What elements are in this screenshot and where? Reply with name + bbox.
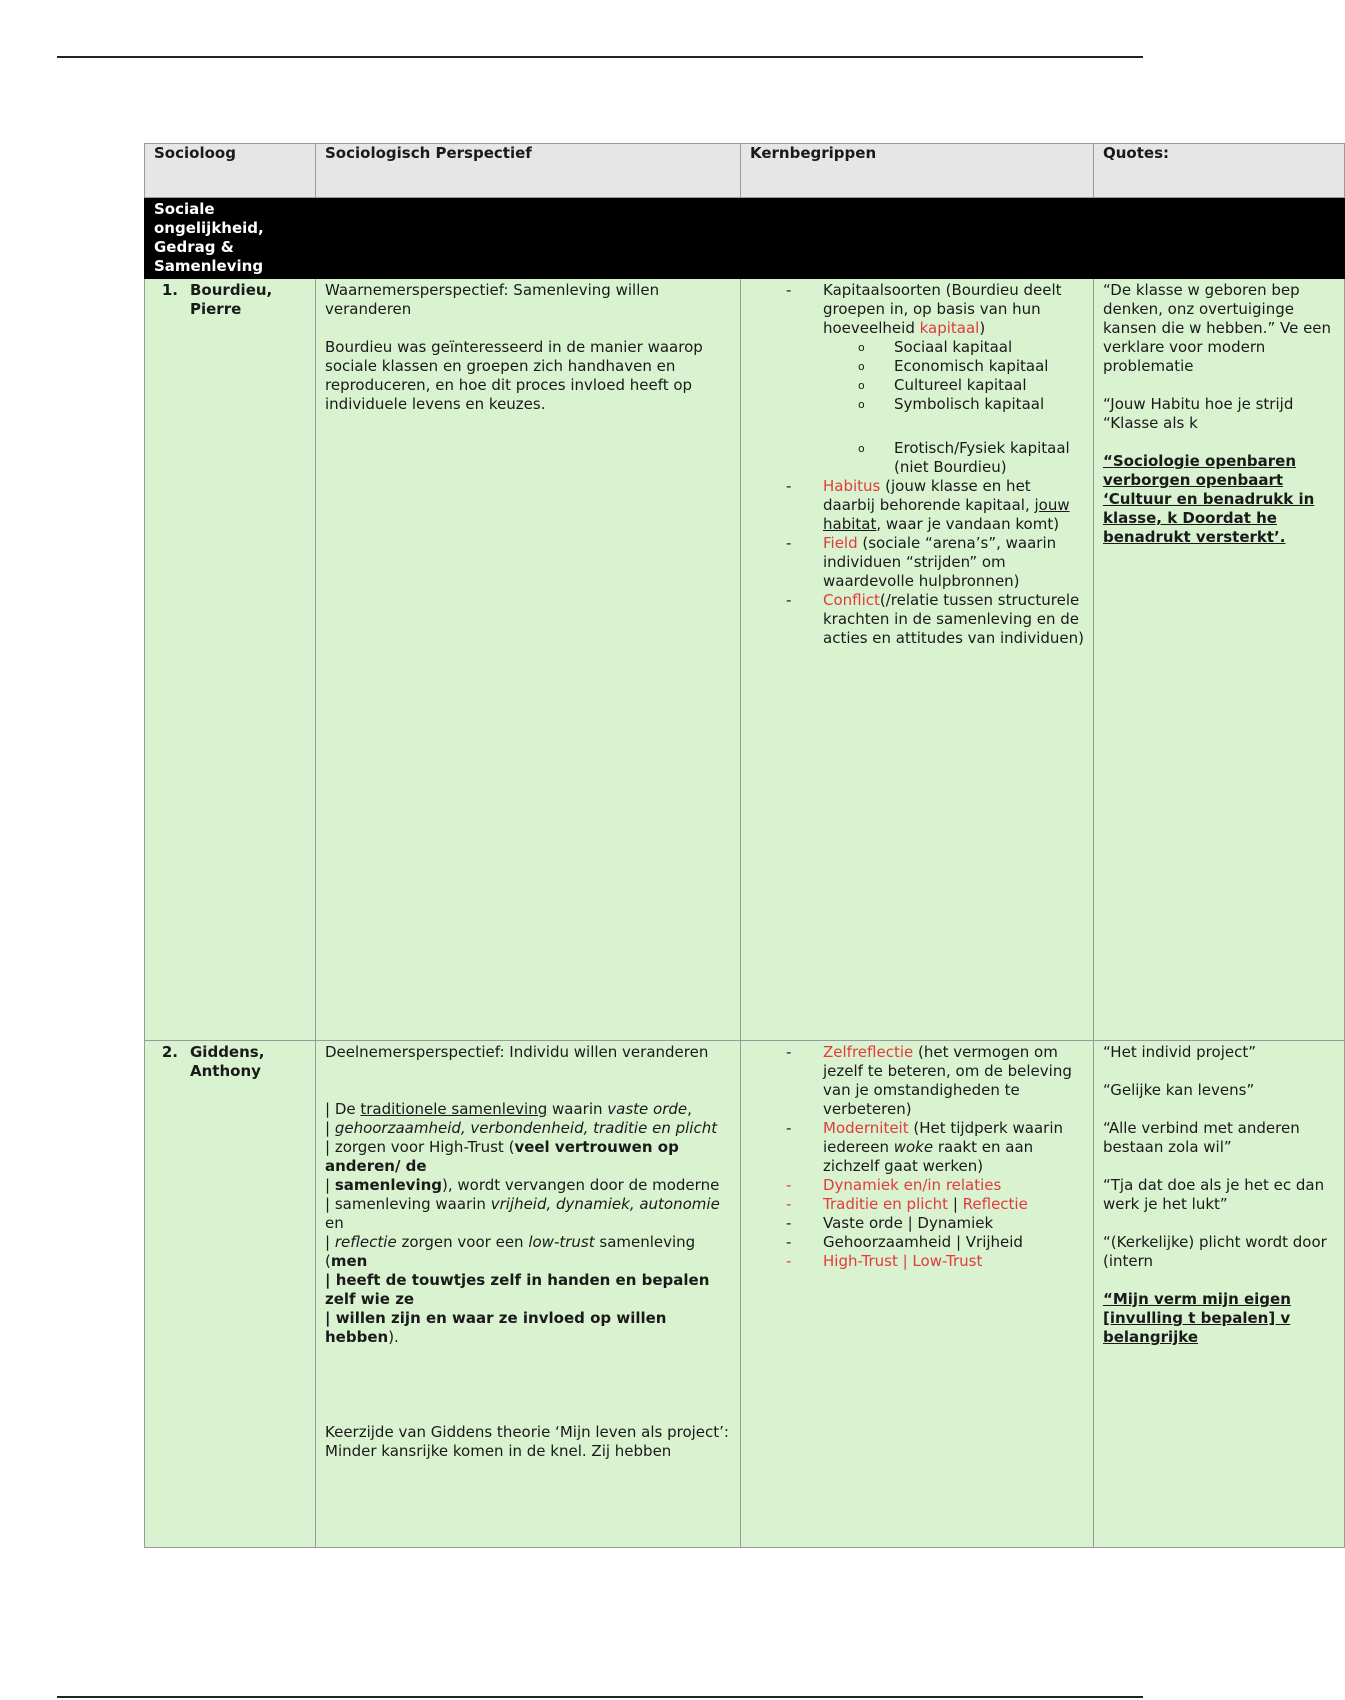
sociologist-name bbox=[154, 281, 306, 319]
perspective-line: | zorgen voor High-Trust (veel vertrouwen op anderen/ de bbox=[325, 1138, 679, 1175]
list-item: - Traditie en plicht | Reflectie bbox=[786, 1195, 1084, 1214]
quote: “De klasse w geboren bep denken, onz overtuiginge kansen die w hebben.” Ve een verklare voor modern problematie bbox=[1103, 281, 1332, 375]
page-top-rule bbox=[57, 56, 1143, 58]
concept-list bbox=[750, 1043, 1084, 1271]
perspective-paragraph: Waarnemersperspectief: Samenleving willen veranderen bbox=[325, 281, 660, 318]
header-perspectief: Sociologisch Perspectief bbox=[316, 144, 741, 198]
list-item: - Habitus (jouw klasse en het daarbij behorende kapitaal, jouw habitat, waar je vandaan komt) bbox=[786, 477, 1084, 534]
quote: “Sociologie openbaren verborgen openbaart ‘Cultuur en benadrukk in klasse, k Doordat he benadrukt versterkt’. bbox=[1103, 452, 1315, 546]
table-header-row bbox=[145, 144, 1345, 198]
quote: “Het individ project” bbox=[1103, 1043, 1256, 1061]
list-item: - Moderniteit (Het tijdperk waarin iedereen woke raakt en aan zichzelf gaat werken) bbox=[786, 1119, 1084, 1176]
list-item: - Field (sociale “arena’s”, waarin individuen “strijden” om waardevolle hulpbronnen) bbox=[786, 534, 1084, 591]
header-kernbegrippen: Kernbegrippen bbox=[741, 144, 1094, 198]
perspective-line: | De traditionele samenleving waarin vaste orde, bbox=[325, 1100, 692, 1118]
quotes-cell bbox=[1094, 1041, 1345, 1548]
concepts-cell bbox=[741, 1041, 1094, 1548]
perspective-line: | reflectie zorgen voor een low-trust samenleving (men bbox=[325, 1233, 696, 1270]
perspective-line: | willen zijn en waar ze invloed op willen hebben). bbox=[325, 1309, 667, 1346]
list-item: o Erotisch/Fysiek kapitaal (niet Bourdieu) bbox=[858, 439, 1084, 477]
sociologist-cell bbox=[145, 279, 316, 1041]
list-item: - Conflict(/relatie tussen structurele krachten in de samenleving en de acties en attitudes van individuen) bbox=[786, 591, 1084, 648]
perspective-paragraph: Deelnemersperspectief: Individu willen veranderen bbox=[325, 1043, 709, 1061]
list-item: o Economisch kapitaal bbox=[858, 357, 1084, 376]
quote: “Alle verbind met anderen bestaan zola wil” bbox=[1103, 1119, 1300, 1156]
list-item: o Symbolisch kapitaal bbox=[858, 395, 1084, 414]
list-item: - Vaste orde | Dynamiek bbox=[786, 1214, 1084, 1233]
list-item: - Gehoorzaamheid | Vrijheid bbox=[786, 1233, 1084, 1252]
sociologist-label: Bourdieu, Pierre bbox=[190, 281, 273, 318]
list-item: o Cultureel kapitaal bbox=[858, 376, 1084, 395]
perspective-paragraph: Minder kansrijke komen in de knel. Zij hebben bbox=[325, 1442, 672, 1460]
header-socioloog: Socioloog bbox=[145, 144, 316, 198]
perspective-line: | gehoorzaamheid, verbondenheid, traditie en plicht bbox=[325, 1119, 718, 1137]
page-bottom-rule bbox=[57, 1696, 1143, 1698]
section-cell bbox=[1094, 198, 1345, 279]
sociologists-table bbox=[144, 143, 1345, 1548]
document-table-viewport bbox=[144, 143, 1332, 1543]
quote: “(Kerkelijke) plicht wordt door (intern bbox=[1103, 1233, 1327, 1270]
perspective-cell bbox=[316, 1041, 741, 1548]
list-item: - Kapitaalsoorten (Bourdieu deelt groepen in, op basis van hun hoeveelheid kapitaal) o Sociaal kapitaal o Economisch kapitaal o Cultureel kapitaal o Symbolisch kapitaal o Erotisch/Fysiek kapitaal (niet Bourdieu) bbox=[786, 281, 1084, 477]
sociologist-name bbox=[154, 1043, 306, 1081]
list-item: o Sociaal kapitaal bbox=[858, 338, 1084, 357]
quote: “Gelijke kan levens” bbox=[1103, 1081, 1255, 1099]
concept-list bbox=[750, 281, 1084, 648]
capital-sublist bbox=[823, 338, 1084, 477]
perspective-line: | heeft de touwtjes zelf in handen en bepalen zelf wie ze bbox=[325, 1271, 710, 1308]
section-cell bbox=[316, 198, 741, 279]
table-row bbox=[145, 279, 1345, 1041]
row-number: 2. bbox=[161, 1043, 178, 1061]
header-quotes: Quotes: bbox=[1094, 144, 1345, 198]
perspective-line: | samenleving waarin vrijheid, dynamiek, autonomie en bbox=[325, 1195, 720, 1232]
perspective-paragraph: Keerzijde van Giddens theorie ‘Mijn leven als project’: bbox=[325, 1423, 729, 1441]
section-title: Sociale ongelijkheid, Gedrag & Samenleving bbox=[145, 198, 316, 279]
quote: “Mijn verm mijn eigen [invulling t bepalen] v belangrijke bbox=[1103, 1290, 1291, 1346]
section-cell bbox=[741, 198, 1094, 279]
list-item: - High-Trust | Low-Trust bbox=[786, 1252, 1084, 1271]
section-row bbox=[145, 198, 1345, 279]
quote: “Jouw Habitu hoe je strijd “Klasse als k bbox=[1103, 395, 1294, 432]
row-number: 1. bbox=[161, 281, 178, 299]
perspective-line: | samenleving), wordt vervangen door de moderne bbox=[325, 1176, 720, 1194]
perspective-cell bbox=[316, 279, 741, 1041]
concepts-cell bbox=[741, 279, 1094, 1041]
quotes-cell bbox=[1094, 279, 1345, 1041]
sociologist-label: Giddens, Anthony bbox=[190, 1043, 265, 1080]
list-item: - Dynamiek en/in relaties bbox=[786, 1176, 1084, 1195]
quote: “Tja dat doe als je het ec dan werk je het lukt” bbox=[1103, 1176, 1325, 1213]
table-row bbox=[145, 1041, 1345, 1548]
sociologist-cell bbox=[145, 1041, 316, 1548]
perspective-paragraph: Bourdieu was geïnteresseerd in de manier waarop sociale klassen en groepen zich handhaven en reproduceren, en hoe dit proces invloed heeft op individuele levens en keuzes. bbox=[325, 338, 703, 413]
list-item: - Zelfreflectie (het vermogen om jezelf te beteren, om de beleving van je omstandigheden te verbeteren) bbox=[786, 1043, 1084, 1119]
